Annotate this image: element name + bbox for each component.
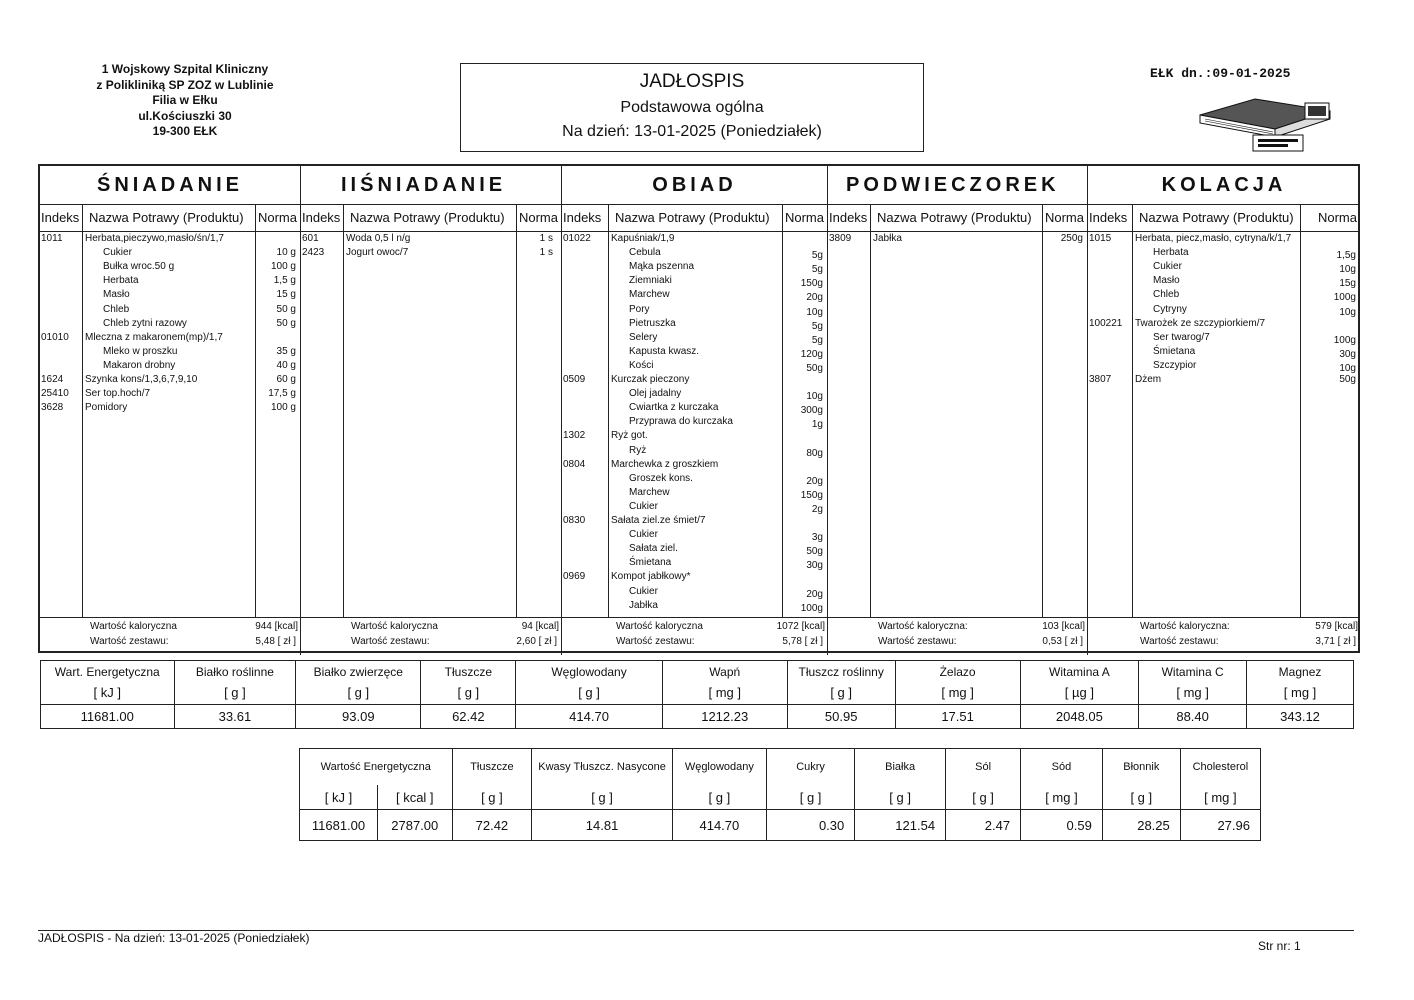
nutrient-value: 88.40: [1139, 704, 1247, 728]
nutrient-value: 72.42: [452, 810, 532, 841]
kcal-label: Wartość kaloryczna:: [878, 621, 968, 632]
nutrient-unit: [ g ]: [532, 785, 673, 810]
item-name: Ryż got.: [611, 430, 648, 442]
header-index: Indeks: [41, 210, 80, 225]
cost-value: 0,53 [ zł ]: [1042, 636, 1083, 647]
item-name: Olej jadalny: [629, 388, 682, 400]
item-name: Ser twarog/7: [1153, 331, 1210, 343]
nutrient-value: 14.81: [532, 810, 673, 841]
kcal-value: 944 [kcal]: [255, 621, 298, 632]
nutrient-value: 27.96: [1180, 810, 1260, 841]
nutrient-header: Wartość Energetyczna: [320, 761, 431, 773]
nutrient-header: Białka: [855, 749, 946, 786]
item-index: 01010: [41, 331, 69, 343]
item-norm: 150g: [800, 489, 823, 501]
nutrient-unit: [ mg ]: [1021, 785, 1103, 810]
nutrient-unit: [ g ]: [855, 785, 946, 810]
item-name: Śmietana: [1153, 345, 1196, 357]
meal-items: [562, 233, 827, 618]
item-name: Chleb zytni razowy: [103, 317, 187, 329]
nutrient-unit: [ g ]: [946, 785, 1021, 810]
nutrient-value: 2.47: [946, 810, 1021, 841]
item-name: Kości: [629, 359, 654, 371]
nutrient-value: 62.42: [421, 704, 516, 728]
cost-label: Wartość zestawu:: [1140, 636, 1219, 647]
nutrient-value: 2787.00: [378, 810, 453, 841]
meal-title: PODWIECZOREK: [828, 166, 1087, 205]
meal-title: OBIAD: [562, 166, 827, 205]
item-name: Mleczna z makaronem(mp)/1,7: [85, 331, 223, 343]
nutrient-unit: [ g ]: [421, 682, 516, 704]
item-index: 2423: [302, 247, 325, 259]
header-norm: Norma: [1044, 210, 1084, 225]
item-name: Groszek kons.: [629, 472, 693, 484]
item-name: Masło: [1153, 275, 1180, 287]
item-norm: 5g: [811, 264, 823, 276]
column-headers: [301, 205, 561, 232]
nutrient-unit: [ mg ]: [1180, 785, 1260, 810]
hospital-line: ul.Kościuszki 30: [138, 108, 232, 123]
item-name: Marchew: [629, 289, 670, 301]
kcal-label: Wartość kaloryczna: [616, 621, 703, 632]
kcal-value: 1072 [kcal]: [776, 621, 825, 632]
item-name: Kapusta kwasz.: [629, 345, 700, 357]
nutrition-facts-table: [299, 748, 1261, 841]
item-norm: 150g: [800, 278, 823, 290]
item-index: 601: [302, 233, 319, 244]
item-norm: 2g: [811, 503, 823, 515]
item-index: 0509: [563, 374, 586, 385]
header-index: Indeks: [829, 210, 868, 225]
nutrient-unit: [ g ]: [296, 682, 421, 704]
meal-items: [301, 233, 561, 618]
item-index: 0804: [563, 458, 586, 470]
nutrient-unit: [ kJ ]: [93, 685, 121, 701]
meal-title: KOLACJA: [1088, 166, 1360, 205]
nutrient-value: 2048.05: [1020, 704, 1139, 728]
cost-value: 2,60 [ zł ]: [516, 636, 557, 647]
item-name: Herbata,pieczywo,masło/śn/1,7: [85, 233, 224, 244]
header-norm: Norma: [257, 210, 297, 225]
nutrient-unit: [ kcal ]: [378, 785, 453, 810]
item-name: Woda 0,5 l n/g: [346, 233, 411, 244]
item-norm: 60 g: [276, 374, 296, 385]
menu-table: [38, 164, 1360, 653]
item-norm: 100 g: [270, 402, 296, 414]
header-norm: Norma: [784, 210, 824, 225]
nutrient-unit: [ g ]: [516, 682, 662, 704]
item-index: 0969: [563, 571, 586, 583]
item-norm: 1 s: [539, 247, 553, 259]
nutrient-value: 11681.00: [300, 810, 378, 841]
cost-value: 5,78 [ zł ]: [782, 636, 823, 647]
cost-label: Wartość zestawu:: [90, 636, 169, 647]
item-index: 1624: [41, 374, 64, 385]
nutrient-unit: [ g ]: [1102, 785, 1180, 810]
item-name: Selery: [629, 331, 658, 343]
meal-summary: [562, 617, 827, 653]
item-name: Cukier: [629, 529, 658, 541]
meal-column: [1088, 166, 1360, 655]
meal-items: [828, 233, 1087, 618]
item-name: Twarożek ze szczypiorkiem/7: [1135, 317, 1266, 329]
column-headers: [562, 205, 827, 232]
nutrient-value: 1212.23: [662, 704, 787, 728]
item-norm: 1,5 g: [273, 275, 296, 287]
item-index: 3628: [41, 402, 64, 414]
item-name: Cukier: [1153, 261, 1182, 273]
item-norm: 250g: [1060, 233, 1083, 244]
nutrient-header: Cholesterol: [1180, 749, 1260, 786]
nutrient-header: Sód: [1021, 749, 1103, 786]
cost-label: Wartość zestawu:: [616, 636, 695, 647]
column-headers: [828, 205, 1087, 232]
nutrient-value: 33.61: [174, 704, 296, 728]
item-name: Jabłka: [629, 599, 658, 611]
nutrient-summary-table: [40, 660, 1354, 729]
item-norm: 10g: [806, 306, 823, 318]
nutrient-unit: [ g ]: [174, 682, 296, 704]
item-name: Jogurt owoc/7: [346, 247, 409, 259]
meal-column: [40, 166, 301, 655]
item-norm: 100 g: [270, 261, 296, 273]
nutrient-unit: [ g ]: [452, 785, 532, 810]
item-index: 01022: [563, 233, 591, 244]
item-name: Szynka kons/1,3,6,7,9,10: [85, 374, 198, 385]
item-index: 100221: [1089, 317, 1123, 329]
nutrient-value: 11681.00: [41, 704, 175, 728]
item-norm: 50g: [1339, 374, 1356, 385]
item-norm: 100g: [800, 602, 823, 614]
meal-title: IIŚNIADANIE: [301, 166, 561, 205]
meal-summary: [301, 617, 561, 653]
item-name: Herbata, piecz,masło, cytryna/k/1,7: [1135, 233, 1292, 244]
item-norm: 20g: [806, 292, 823, 304]
kcal-label: Wartość kaloryczna: [351, 621, 438, 632]
item-name: Mąka pszenna: [629, 261, 695, 273]
item-norm: 50g: [806, 546, 823, 558]
hospital-address: [60, 62, 310, 140]
meal-column: [828, 166, 1088, 655]
item-norm: 50 g: [276, 317, 296, 329]
item-norm: 30g: [806, 560, 823, 572]
nutrient-header: Cukry: [766, 749, 854, 786]
item-name: Dżem: [1135, 374, 1162, 385]
nutrient-unit: [ g ]: [766, 785, 854, 810]
nutrient-unit: [ mg ]: [1247, 682, 1354, 704]
header-norm: Norma: [1317, 210, 1357, 225]
nutrient-header: Tłuszcz roślinny: [787, 661, 895, 683]
meal-items: [40, 233, 300, 618]
nutrient-unit: [ mg ]: [1139, 682, 1247, 704]
nutrient-value: 50.95: [787, 704, 895, 728]
nutrient-header: Magnez: [1247, 661, 1354, 683]
item-index: 3807: [1089, 374, 1112, 385]
item-name: Kompot jabłkowy*: [611, 571, 691, 583]
nutrient-value: 414.70: [516, 704, 662, 728]
nutrient-value: 28.25: [1102, 810, 1180, 841]
cost-label: Wartość zestawu:: [351, 636, 430, 647]
item-name: Makaron drobny: [103, 359, 176, 371]
item-name: Sałata ziel.ze śmiet/7: [611, 515, 706, 526]
item-norm: 3g: [811, 532, 823, 544]
meal-title: ŚNIADANIE: [40, 166, 300, 205]
nutrient-value: 17.51: [895, 704, 1020, 728]
nutrient-value: 121.54: [855, 810, 946, 841]
item-norm: 10g: [1339, 362, 1356, 374]
item-norm: 1g: [811, 419, 823, 431]
item-norm: 17,5 g: [268, 388, 296, 400]
footer-text: JADŁOSPIS - Na dzień: 13-01-2025 (Poniedziałek): [38, 931, 310, 945]
item-name: Bułka wroc.50 g: [103, 261, 175, 273]
item-name: Marchewka z groszkiem: [611, 458, 719, 470]
item-index: 1011: [41, 233, 63, 244]
item-name: Cukier: [629, 585, 658, 597]
nutrient-value: 414.70: [672, 810, 766, 841]
kcal-label: Wartość kaloryczna: [90, 621, 177, 632]
item-norm: 10g: [806, 391, 823, 403]
header-name: Nazwa Potrawy (Produktu): [1139, 210, 1294, 225]
item-norm: 1 s: [539, 233, 553, 244]
item-name: Jabłka: [873, 233, 902, 244]
computer-books-icon: [1195, 93, 1335, 155]
nutrient-header: Białko zwierzęce: [296, 661, 421, 683]
header-norm: Norma: [518, 210, 558, 225]
header-name: Nazwa Potrawy (Produktu): [615, 210, 770, 225]
item-norm: 5g: [811, 334, 823, 346]
title-box: [460, 63, 924, 152]
nutrient-header: Węglowodany: [516, 661, 662, 683]
meal-summary: [40, 617, 300, 653]
item-name: Szczypior: [1153, 359, 1197, 371]
item-name: Kurczak pieczony: [611, 374, 690, 385]
item-name: Kapuśniak/1,9: [611, 233, 675, 244]
issue-date: EŁK dn.:09-01-2025: [1150, 66, 1291, 81]
nutrient-unit: [ µg ]: [1020, 682, 1139, 704]
nutrient-header: Sól: [946, 749, 1021, 786]
item-norm: 5g: [811, 320, 823, 332]
item-name: Pietruszka: [629, 317, 676, 329]
item-norm: 35 g: [276, 345, 296, 357]
item-index: 3809: [829, 233, 852, 244]
item-norm: 100g: [1333, 292, 1356, 304]
header-index: Indeks: [302, 210, 341, 225]
item-norm: 20g: [806, 588, 823, 600]
item-name: Pomidory: [85, 402, 128, 414]
nutrient-header: Kwasy Tłuszcz. Nasycone: [532, 749, 673, 786]
nutrient-header: Wapń: [662, 661, 787, 683]
column-headers: [40, 205, 300, 232]
header-name: Nazwa Potrawy (Produktu): [89, 210, 244, 225]
hospital-line: 1 Wojskowy Szpital Kliniczny: [101, 62, 269, 76]
item-norm: 15 g: [276, 289, 296, 301]
nutrient-header: Wart. Energetyczna: [54, 664, 160, 679]
item-index: 0830: [563, 515, 586, 526]
nutrient-value: 93.09: [296, 704, 421, 728]
nutrient-unit: [ mg ]: [662, 682, 787, 704]
item-name: Ryż: [629, 444, 647, 456]
nutrient-header: Tłuszcze: [452, 749, 532, 786]
header-index: Indeks: [563, 210, 602, 225]
header-name: Nazwa Potrawy (Produktu): [877, 210, 1032, 225]
item-name: Pory: [629, 303, 650, 315]
item-norm: 5g: [811, 250, 823, 262]
nutrient-header: Żelazo: [895, 661, 1020, 683]
item-name: Cukier: [103, 247, 132, 259]
item-name: Chleb: [1153, 289, 1180, 301]
kcal-label: Wartość kaloryczna:: [1140, 621, 1230, 632]
item-name: Cebula: [629, 247, 661, 259]
meal-items: [1088, 233, 1360, 618]
item-name: Cytryny: [1153, 303, 1187, 315]
item-name: Herbata: [103, 275, 139, 287]
item-name: Śmietana: [629, 557, 672, 569]
diet-type: Podstawowa ogólna: [620, 99, 764, 116]
page-number: Str nr: 1: [1258, 939, 1301, 953]
nutrient-value: 0.30: [766, 810, 854, 841]
item-name: Przyprawa do kurczaka: [629, 416, 733, 428]
item-norm: 10g: [1339, 264, 1356, 276]
item-norm: 50g: [806, 362, 823, 374]
item-norm: 50 g: [276, 303, 296, 315]
column-headers: [1088, 205, 1360, 232]
item-norm: 10g: [1339, 306, 1356, 318]
nutrient-value: 343.12: [1247, 704, 1354, 728]
kcal-value: 94 [kcal]: [521, 621, 559, 632]
nutrient-header: Witamina A: [1020, 661, 1139, 683]
item-name: Herbata: [1153, 247, 1189, 259]
item-norm: 100g: [1333, 334, 1356, 346]
nutrient-header: Witamina C: [1139, 661, 1247, 683]
item-name: Cwiartka z kurczaka: [629, 402, 719, 414]
nutrient-unit: [ mg ]: [895, 682, 1020, 704]
nutrient-unit: [ g ]: [672, 785, 766, 810]
item-name: Marchew: [629, 486, 670, 498]
nutrient-header: Błonnik: [1102, 749, 1180, 786]
item-norm: 120g: [800, 348, 823, 360]
nutrient-header: Węglowodany: [672, 749, 766, 786]
meal-summary: [1088, 617, 1360, 653]
nutrient-header: Białko roślinne: [174, 661, 296, 683]
nutrient-unit: [ kJ ]: [324, 789, 353, 805]
item-norm: 15g: [1339, 278, 1356, 290]
item-norm: 80g: [806, 447, 823, 459]
hospital-line: 19-300 EŁK: [152, 124, 218, 138]
nutrient-header: Tłuszcze: [421, 661, 516, 683]
nutrient-value: 0.59: [1021, 810, 1103, 841]
hospital-line: z Polikliniką SP ZOZ w Lublinie: [96, 77, 274, 92]
meal-summary: [828, 617, 1087, 653]
item-norm: 300g: [800, 405, 823, 417]
item-norm: 20g: [806, 475, 823, 487]
kcal-value: 103 [kcal]: [1042, 621, 1085, 632]
cost-value: 5,48 [ zł ]: [255, 636, 296, 647]
header-name: Nazwa Potrawy (Produktu): [350, 210, 505, 225]
item-norm: 1,5g: [1336, 250, 1356, 262]
item-norm: 40 g: [276, 359, 296, 371]
item-index: 25410: [41, 388, 69, 400]
item-name: Cukier: [629, 500, 658, 512]
item-name: Masło: [103, 289, 130, 301]
item-name: Mleko w proszku: [103, 345, 178, 357]
item-index: 1302: [563, 430, 586, 442]
nutrient-unit: [ g ]: [787, 682, 895, 704]
menu-date: Na dzień: 13-01-2025 (Poniedziałek): [562, 123, 822, 140]
meal-column: [301, 166, 562, 655]
item-name: Chleb: [103, 303, 130, 315]
item-index: 1015: [1089, 233, 1112, 244]
meal-column: [562, 166, 828, 655]
document-title: JADŁOSPIS: [639, 71, 745, 92]
item-name: Sałata ziel.: [629, 543, 678, 555]
header-index: Indeks: [1089, 210, 1128, 225]
item-name: Ser top.hoch/7: [85, 388, 151, 400]
kcal-value: 579 [kcal]: [1315, 621, 1358, 632]
cost-value: 3,71 [ zł ]: [1315, 636, 1356, 647]
item-norm: 30g: [1339, 348, 1356, 360]
item-name: Ziemniaki: [629, 275, 672, 287]
item-norm: 10 g: [276, 247, 296, 259]
hospital-line: Filia w Ełku: [152, 93, 218, 107]
cost-label: Wartość zestawu:: [878, 636, 957, 647]
